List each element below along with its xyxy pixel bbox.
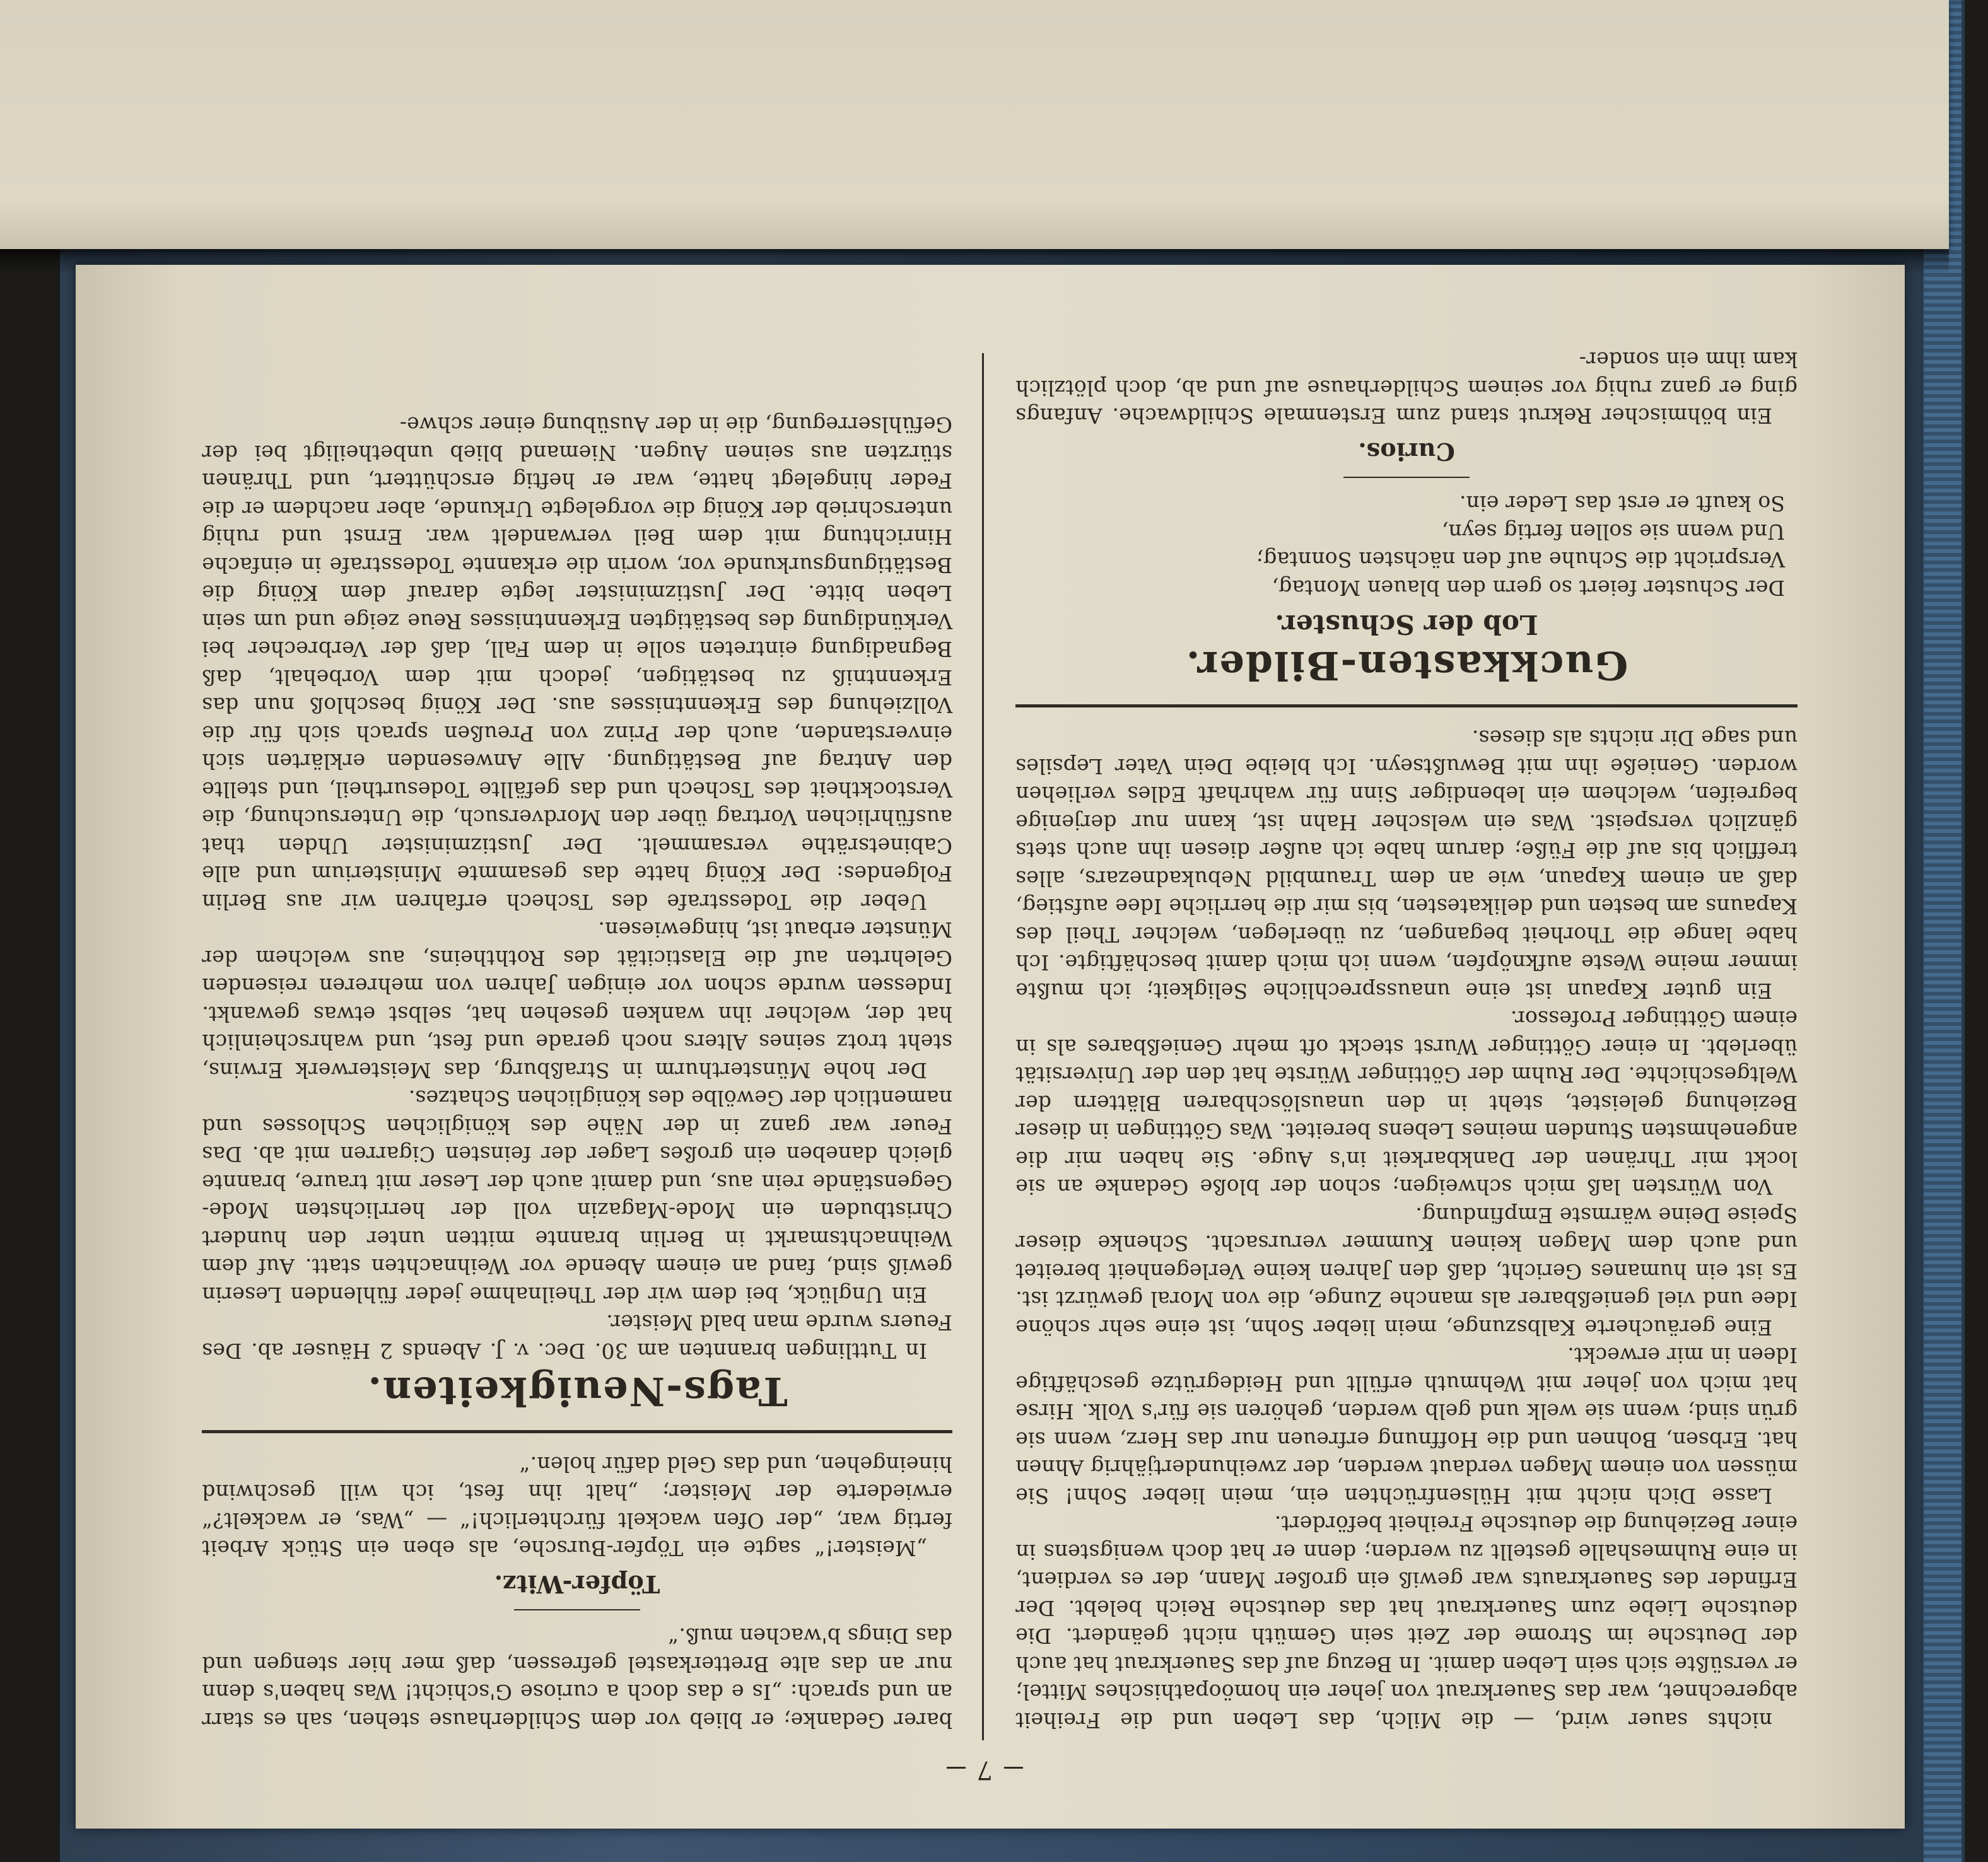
toepfer-heading: Töpfer-Witz. <box>494 1570 660 1598</box>
section-divider <box>1015 704 1798 707</box>
toepfer-text: „Meister!“ sagte ein Töpfer-Bursche, als eben ein Stück Arbeit fertig war, „der Ofen wackelt fürchterlich!“ — „Was, er wackelt?“ erwiederte der Meister; „halt ihn fest, ich will geschwind hineingehen, und das Geld dafür holen.“ <box>202 1452 952 1561</box>
top-page <box>0 0 1949 249</box>
folio-number: 7 <box>976 1755 993 1784</box>
schuster-heading: Lob der Schuster. <box>1275 609 1538 641</box>
guckkasten-heading: Guckkasten-Bilder. <box>1184 643 1628 689</box>
cover-edge <box>1924 0 1962 1862</box>
poem-line: So kauft er erst das Leder ein. <box>1459 491 1785 516</box>
poem-line: Und wenn sie sollen fertig seyn, <box>1441 520 1785 544</box>
article-paragraph: Lasse Dich nicht mit Hülsenfrüchten ein, mein lieber Sohn! Sie müssen von einem Magen verdaut werden, der zweihundertjährig Ahnen hat. Erbsen, Bohnen und die Hoffnung erfreuen nur das Herz, wenn sie grün sind; wenn sie welk und gelb werden, gehören sie für's Volk. Hirse hat mich von jeher mit Wehmuth erfüllt und Heidegrütze geschäftige Ideen in mir erweckt. <box>1015 1343 1798 1508</box>
news-item: In Tuttlingen brannten am 30. Dec. v. J. Abends 2 Häuser ab. Des Feuers wurde man bald Meister. <box>202 1310 952 1363</box>
section-divider <box>202 1431 952 1434</box>
news-item: Ein Unglück, bei dem wir der Theilnahme jeder fühlenden Leserin gewiß sind, fand an einem Abende vor Weihnachten statt. Auf dem Weihnachtsmarkt in Berlin brannte mitten unter den hundert Christbuden ein Mode-Magazin voll der herrlichsten Mode-Gegenstände rein aus, und damit auch der Leser mit traure, brannte gleich daneben ein großes Lager der feinsten Cigarren mit ab. Das Feuer war ganz in der Nähe des königlichen Schlosses und namentlich der Gewölbe des königlichen Schatzes. <box>202 1086 952 1307</box>
column-rule <box>982 353 984 1740</box>
article-paragraph: barer Gedanke; er blieb vor dem Schilderhause stehen, sah es starr an und sprach: „Is e das doch a curiose G'schicht! Was haben's denn nur an das alte Bretterkastel gefressen, daß mer hier stengen und das Dings b'wachen muß.“ <box>202 1624 952 1733</box>
news-heading: Tags-Neuigkeiten. <box>366 1368 788 1415</box>
right-column-continuation <box>202 1622 952 1734</box>
curios-text: Ein böhmischer Rekrut stand zum Erstenmale Schildwache. Anfangs ging er ganz ruhig vor seinem Schilderhause auf und ab, doch plötzlich kam ihm ein sonder- <box>1015 347 1798 429</box>
right-column <box>202 410 952 1734</box>
poem-line: Verspricht die Schuhe auf den nächsten Sonntag; <box>1256 547 1785 573</box>
curios-heading: Curios. <box>1358 438 1455 466</box>
news-item: Der hohe Münsterthurm in Straßburg, das Meisterwerk Erwins, steht trotz seines Alters noch gerade und fest, und wahrscheinlich hat der, welcher ihn wanken gesehen hat, selbst etwas gewankt. Indessen wurde schon vor einigen Jahren von mehreren reisenden Gelehrten auf die Elasticität des Roththeins, aus welchem der Münster erbaut ist, hingewiesen. <box>202 917 952 1083</box>
news-items <box>202 410 952 1364</box>
left-column <box>1015 346 1798 1734</box>
article-paragraph: Eine geräucherte Kalbszunge, mein lieber Sohn, ist eine sehr schöne Idee und viel genießbarer als manche Zunge, die von Moral gewürzt ist. Es ist ein humanes Gericht, daß den Jahren keine Verlegenheit bereitet und auch dem Magen keinen Kummer verursacht. Schenke dieser Speise Deine wärmste Empfindung. <box>1015 1203 1798 1340</box>
news-item: Ueber die Todesstrafe des Tschech erfahren wir aus Berlin Folgendes: Der König hatte das gesammte Ministerium und alle Cabinetsräthe versammelt. Der Justizminister Uhden that ausführlichen Vortrag über den Mordversuch, die Untersuchung, die Verstocktheit des Tschech und das gefällte Todesurtheil, und stellte den Antrag auf Bestätigung. Alle Anwesenden erklärten sich einverstanden, auch der Prinz von Preußen sprach sich für die Vollziehung des Erkenntnisses aus. Der König beschloß nun das Erkenntniß zu bestätigen, jedoch mit dem Vorbehalt, daß Begnadigung eintreten solle in dem Fall, daß der Verbrecher bei Verkündigung des bestätigten Erkenntnisses Reue zeige und um sein Leben bitte. Der Justizminister legte darauf dem König die Bestätigungsurkunde vor, worin die erkannte Todesstrafe in einfache Hinrichtung mit dem Beil verwandelt war. Ernst und ruhig unterschrieb der König die vorgelegte Urkunde, aber nachdem er die Feder hingelegt hatte, war er heftig erschüttert, und Thränen stürzten aus seinen Augen. Niemand blieb unbetheiligt bei der Gefühlserregung, die in der Ausübung einer schwe- <box>202 412 952 914</box>
main-page <box>76 265 1905 1829</box>
short-divider <box>1343 477 1470 478</box>
article-paragraph: nichts sauer wird, — die Milch, das Leben und die Freiheit abgerechnet, war das Sauerkraut von jeher ein homöopathisches Mittel; er versüßte sich sein Leben damit. In Bezug auf das Sauerkraut hat auch der Deutsche im Strome der Zeit sein Gemüth nicht geändert. Die deutsche Liebe zum Sauerkraut hat das deutsche Reich belebt. Der Erfinder des Sauerkrauts war gewiß ein großer Mann, der es verdient, in eine Ruhmeshalle gestellt zu werden; denn er hat doch wenigstens in einer Beziehung die deutsche Freiheit befördert. <box>1015 1511 1798 1733</box>
top-page-text <box>0 0 1949 249</box>
page-content-rotated <box>76 265 1905 1829</box>
article-paragraph: Ein guter Kapaun ist eine unaussprechliche Seligkeit; ich mußte immer meine Weste aufknöpfen, wenn ich mich damit beschäftigte. Ich habe lange die Thorheit begangen, zu überlegen, welcher Theil des Kapauns am besten und delikatesten, bis mir die herrliche Idee aufstieg, daß an einem Kapaun, wie an dem Traumbild Nebukadnezars, alles trefflich bis auf die Füße; darum habe ich außer diesen ihn auch stets gänzlich verspeist. Was ein welscher Hahn ist, kann nur derjenige begreifen, welchem ein lebendiger Sinn für wahrhaft Edles verliehen worden. Genieße ihn mit Bewußtseyn. Ich bleibe Dein Vater Lepsiles und sage Dir nichts als dieses. <box>1015 726 1798 1003</box>
left-column-paragraphs <box>1015 724 1798 1734</box>
schuster-poem <box>1015 489 1798 602</box>
poem-line: Der Schuster feiert so gern den blauen Montag, <box>1272 576 1785 600</box>
page-number <box>935 1755 1034 1784</box>
short-divider <box>514 1609 640 1610</box>
article-paragraph: Von Würsten laß mich schweigen; schon der bloße Gedanke an sie lockt mir Thränen der Dankbarkeit in's Auge. Sie haben mir die angenehmsten Stunden meines Lebens bereitet. Was Göttingen in dieser Beziehung geleistet, steht in den unauslöschbaren Blättern der Weltgeschichte. Der Ruhm der Göttinger Würste hat den der Universität überlebt. In einer Göttinger Wurst steckt oft mehr Genießbares als in einem Göttinger Professor. <box>1015 1006 1798 1200</box>
